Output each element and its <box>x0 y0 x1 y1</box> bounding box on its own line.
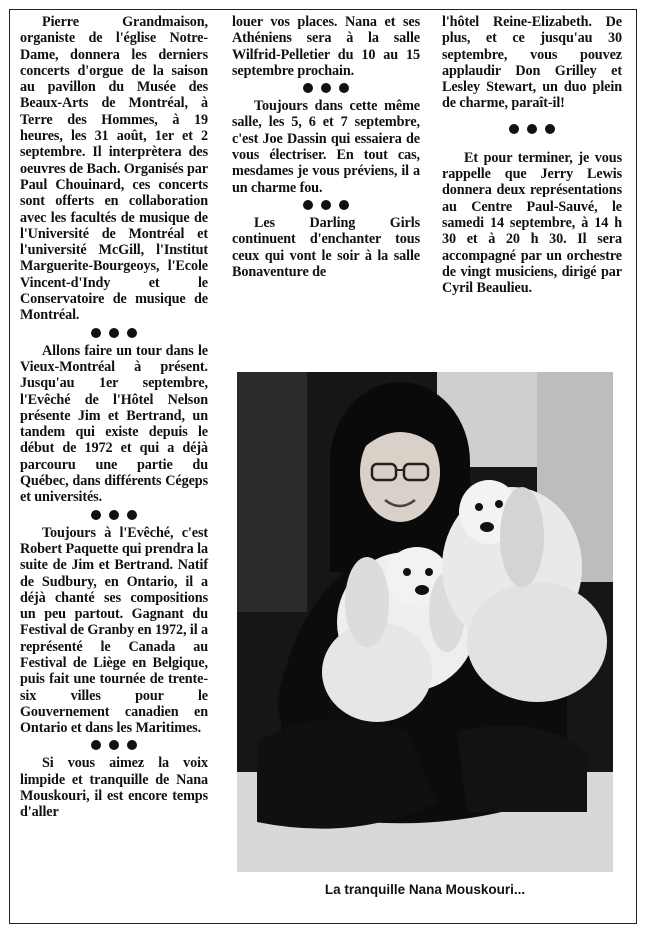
paragraph-nana-mouskouri: Si vous aimez la voix limpide et tranquille de Nana Mouskouri, il est encore temps d'aller <box>20 755 208 821</box>
paragraph-robert-paquette: Toujours à l'Evêché, c'est Robert Paquette qui prendra la suite de Jim et Bertrand. Natif de Sudbury, en Ontario, il a déjà chanté ses compositions un peu partout. Gagnant du Festival de Granby en 1972, il a représenté le Canada au Festival de Liège en Belgique, puis fait une tournée de trente-six villes pour le Gouvernement canadien en Ontario et dans les Maritimes. <box>20 524 208 737</box>
photo-nana-mouskouri <box>237 372 613 872</box>
paragraph-joe-dassin: Toujours dans cette même salle, les 5, 6 et 7 septembre, c'est Joe Dassin qui essaiera de vous électriser. En tout cas, mesdames je vous préviens, il a un charme fou. <box>232 98 420 196</box>
paragraph-jerry-lewis: Et pour terminer, je vous rappelle que Jerry Lewis donnera deux représentations au Centre Paul-Sauvé, le samedi 14 septembre, à 14 h 30 et à 20 h 30. Il sera accompagné par un orchestre de vingt musiciens, dirigé par Cyril Beaulieu. <box>442 149 622 297</box>
section-separator <box>232 198 420 212</box>
paragraph-organ-concerts: Pierre Grandmaison, organiste de l'église Notre-Dame, donnera les derniers concerts d'orgue de la saison au pavillon du Musée des Beaux-Arts de Montréal, à Terre des Hommes, à 19 heures, les 31 août, 1er et 2 septembre. Il interprètera des oeuvres de Bach. Organisés par Paul Chouinard, ces concerts sont offerts en collaboration avec les facultés de musique de l'Université de Montréal et l'université McGill, l'Institut Marguerite-Bourgeoys, l'Ecole Vincent-d'Indy et le Conservatoire de musique de Montréal. <box>20 14 208 324</box>
paragraph-reine-elizabeth: l'hôtel Reine-Elizabeth. De plus, et ce jusqu'au 30 septembre, vous pouvez applaudir Don Grilley et Lesley Stewart, un duo plein de charme, paraît-il! <box>442 14 622 112</box>
section-separator <box>20 326 208 340</box>
photo-illustration <box>237 372 613 872</box>
section-separator <box>20 738 208 752</box>
text-column-3 <box>442 14 622 296</box>
text-column-1 <box>20 14 208 821</box>
section-separator <box>20 508 208 522</box>
paragraph-vieux-montreal: Allons faire un tour dans le Vieux-Montréal à présent. Jusqu'au 1er septembre, l'Evêché de l'Hôtel Nelson présente Jim et Bertrand, un tandem qui existe depuis le début de 1972 et qui a déjà parcouru une partie du Québec, dans différents Cégeps et universités. <box>20 342 208 506</box>
section-separator <box>442 122 622 136</box>
section-separator <box>232 81 420 95</box>
paragraph-nana-continued: louer vos places. Nana et ses Athéniens sera à la salle Wilfrid-Pelletier du 10 au 15 septembre prochain. <box>232 14 420 79</box>
photo-caption: La tranquille Nana Mouskouri... <box>324 882 526 897</box>
paragraph-darling-girls: Les Darling Girls continuent d'enchanter tous ceux qui vont le soir à la salle Bonaventure de <box>232 214 420 280</box>
text-column-2 <box>232 14 420 280</box>
